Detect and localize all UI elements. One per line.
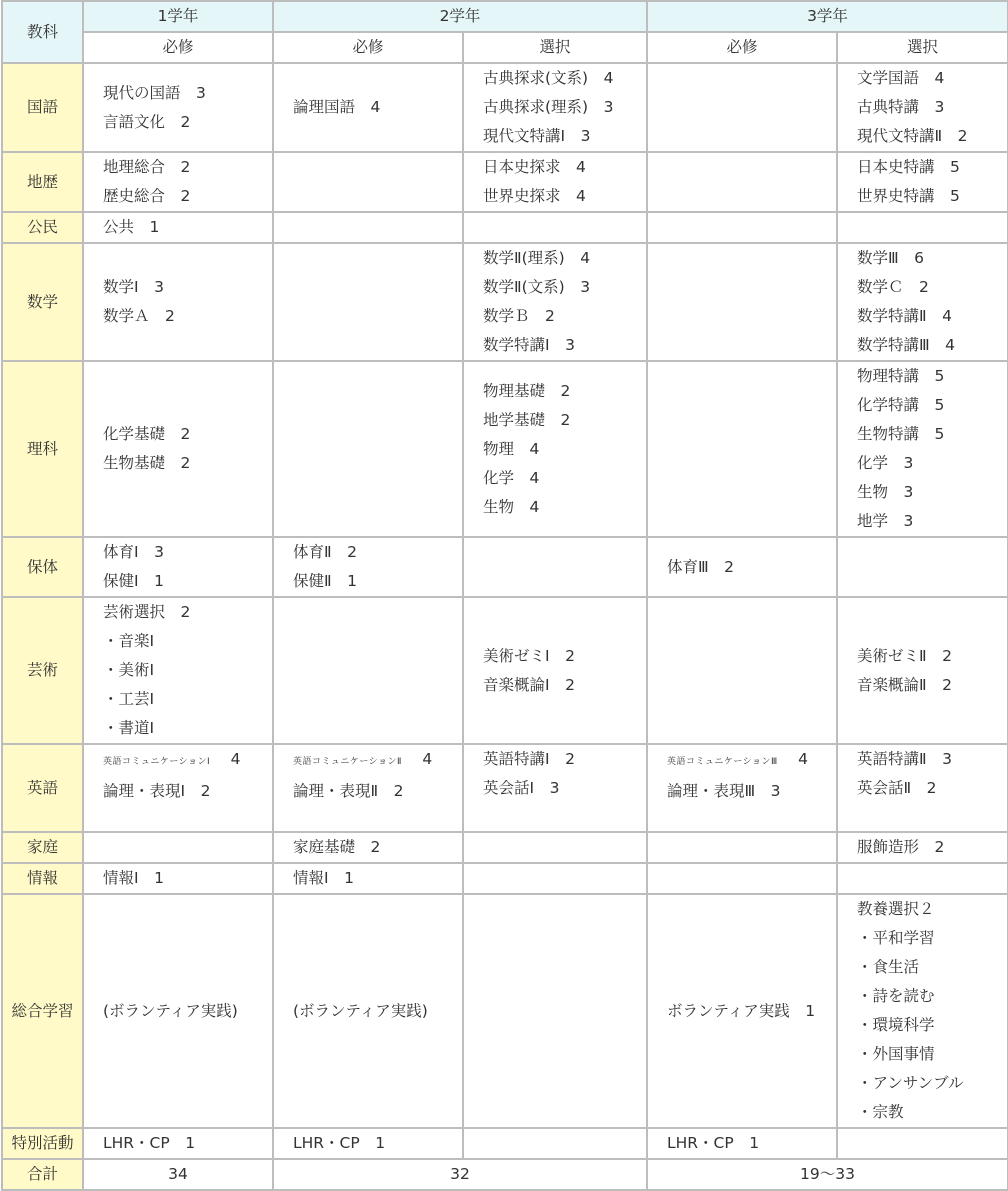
row-kokugo — [2, 63, 1008, 152]
course-item: 生物 4 — [483, 497, 540, 516]
course-item: ・宗教 — [857, 1103, 904, 1121]
g3-required-cell — [647, 361, 837, 537]
row-katei — [2, 832, 1008, 863]
course-item: 数学特講Ⅰ 3 — [483, 336, 575, 354]
g1-cell — [83, 537, 273, 597]
course-item: 英語特講Ⅰ 2 — [483, 750, 575, 768]
course-item — [103, 745, 268, 777]
subject-cell: 公民 — [2, 212, 83, 243]
course-item: 公共 1 — [103, 218, 160, 236]
course-item: 物理基礎 2 — [483, 381, 571, 400]
course-item: ・工芸Ⅰ — [103, 690, 155, 708]
row-rika — [2, 361, 1008, 537]
course-units: 4 — [230, 750, 241, 768]
course-item: 音楽概論Ⅰ 2 — [483, 675, 575, 694]
course-item: 数学特講Ⅱ 4 — [857, 307, 952, 325]
subject-cell: 地歴 — [2, 152, 83, 212]
g3-elective-cell — [837, 894, 1008, 1128]
g3-required-cell — [647, 894, 837, 1128]
course-item: 保健Ⅰ 1 — [103, 572, 164, 590]
course-item: 日本史特講 5 — [857, 158, 960, 176]
g3-required-cell — [647, 832, 837, 863]
course-item: 数学Ⅱ(文系) 3 — [483, 278, 591, 296]
course-item: ・外国事情 — [857, 1045, 935, 1063]
g2-required-cell — [273, 243, 463, 361]
course-item: ・平和学習 — [857, 929, 935, 947]
header-g1-required: 必修 — [83, 32, 273, 63]
course-item: 情報Ⅰ 1 — [103, 869, 164, 887]
subject-cell: 芸術 — [2, 597, 83, 744]
g2-required-cell — [273, 212, 463, 243]
course-item: 物理特講 5 — [857, 367, 945, 385]
g2-elective-cell — [463, 243, 647, 361]
row-sugaku — [2, 243, 1008, 361]
g1-cell — [83, 243, 273, 361]
g1-cell — [83, 597, 273, 744]
g2-elective-cell — [463, 537, 647, 597]
course-item: 数学特講Ⅲ 4 — [857, 336, 956, 354]
course-item: 数学Ａ 2 — [103, 307, 175, 325]
course-item: 化学特講 5 — [857, 396, 945, 414]
subject-cell: 保体 — [2, 537, 83, 597]
g2-required-cell — [273, 597, 463, 744]
course-item: 数学Ⅰ 3 — [103, 278, 164, 296]
g3-elective-cell — [837, 832, 1008, 863]
g3-required-cell — [647, 597, 837, 744]
course-item: 数学Ⅲ 6 — [857, 249, 925, 267]
course-units: 4 — [422, 750, 433, 768]
g1-cell — [83, 152, 273, 212]
g2-required-cell — [273, 744, 463, 832]
g2-required-cell — [273, 894, 463, 1128]
header-grade1: 1学年 — [83, 1, 273, 32]
course-item: ボランティア実践 1 — [667, 1001, 816, 1020]
row-hotai — [2, 537, 1008, 597]
course-item: 地学 3 — [857, 512, 914, 530]
g2-elective-cell — [463, 361, 647, 537]
g2-elective-cell — [463, 597, 647, 744]
course-item: ・詩を読む — [857, 987, 935, 1005]
course-item: 体育Ⅰ 3 — [103, 543, 164, 561]
header-subject: 教科 — [2, 1, 83, 63]
course-item: 言語文化 2 — [103, 112, 191, 131]
course-item: 物理 4 — [483, 439, 540, 458]
course-item: 古典探求(文系) 4 — [483, 69, 614, 87]
course-item: 生物 3 — [857, 483, 914, 501]
subject-cell: 合計 — [2, 1159, 83, 1190]
g3-required-cell — [647, 63, 837, 152]
g3-required-cell — [647, 537, 837, 597]
course-item: ・環境科学 — [857, 1016, 935, 1034]
total-g2: 32 — [273, 1159, 647, 1190]
course-item: 日本史探求 4 — [483, 158, 586, 176]
row-chireki — [2, 152, 1008, 212]
course-item: 地学基礎 2 — [483, 410, 571, 429]
course-item: 数学Ⅱ(理系) 4 — [483, 249, 591, 267]
course-item: 論理・表現Ⅰ 2 — [103, 782, 211, 800]
course-item: 論理国語 4 — [293, 98, 381, 116]
g2-required-cell — [273, 361, 463, 537]
course-item: 文学国語 4 — [857, 69, 945, 87]
total-g3: 19〜33 — [647, 1159, 1008, 1190]
g2-required-cell — [273, 537, 463, 597]
course-item: 古典特講 3 — [857, 98, 945, 116]
g2-elective-cell — [463, 152, 647, 212]
header-grade3: 3学年 — [647, 1, 1008, 32]
g2-elective-cell — [463, 744, 647, 832]
g1-cell — [83, 863, 273, 894]
header-g2-elective: 選択 — [463, 32, 647, 63]
course-item: 世界史探求 4 — [483, 187, 586, 205]
course-item: 音楽概論Ⅱ 2 — [857, 675, 952, 694]
course-item: 体育Ⅱ 2 — [293, 543, 357, 561]
g3-required-cell — [647, 1128, 837, 1159]
course-item: 数学Ｃ 2 — [857, 278, 929, 296]
g2-elective-cell — [463, 63, 647, 152]
course-item: 英会話Ⅱ 2 — [857, 779, 937, 797]
g1-cell — [83, 744, 273, 832]
course-item: 地理総合 2 — [103, 158, 191, 176]
g2-elective-cell — [463, 832, 647, 863]
course-item: 服飾造形 2 — [857, 838, 945, 856]
course-item: 芸術選択 2 — [103, 603, 191, 621]
course-item: ・美術Ⅰ — [103, 661, 155, 679]
g3-elective-cell — [837, 744, 1008, 832]
g1-cell — [83, 832, 273, 863]
course-item: 化学 4 — [483, 468, 540, 487]
g2-required-cell — [273, 152, 463, 212]
course-item: (ボランティア実践) — [103, 1001, 238, 1020]
subject-cell: 情報 — [2, 863, 83, 894]
subject-cell: 理科 — [2, 361, 83, 537]
g3-elective-cell — [837, 63, 1008, 152]
header-g3-elective: 選択 — [837, 32, 1008, 63]
course-item: 論理・表現Ⅱ 2 — [293, 782, 404, 800]
course-item: 古典探求(理系) 3 — [483, 98, 614, 116]
g2-elective-cell — [463, 863, 647, 894]
subject-cell: 特別活動 — [2, 1128, 83, 1159]
course-item: 現代文特講Ⅰ 3 — [483, 127, 591, 145]
g2-required-cell — [273, 832, 463, 863]
g3-elective-cell — [837, 537, 1008, 597]
row-komin — [2, 212, 1008, 243]
course-item: ・食生活 — [857, 958, 920, 976]
course-item — [667, 745, 832, 777]
g3-required-cell — [647, 243, 837, 361]
course-item: 現代文特講Ⅱ 2 — [857, 127, 968, 145]
header-grade2: 2学年 — [273, 1, 647, 32]
curriculum-table — [1, 0, 1008, 1191]
g3-elective-cell — [837, 243, 1008, 361]
g2-elective-cell — [463, 212, 647, 243]
course-item: 歴史総合 2 — [103, 187, 191, 205]
course-item: 美術ゼミⅠ 2 — [483, 646, 575, 665]
course-item: 保健Ⅱ 1 — [293, 572, 357, 590]
g2-required-cell — [273, 863, 463, 894]
g3-elective-cell — [837, 597, 1008, 744]
course-name-small: 英語コミュニケーションⅠ — [103, 757, 211, 767]
course-item: ・アンサンブル — [857, 1074, 964, 1092]
course-item: 情報Ⅰ 1 — [293, 869, 354, 887]
course-item: 化学基礎 2 — [103, 425, 191, 443]
g3-elective-cell — [837, 152, 1008, 212]
course-item: 数学Ｂ 2 — [483, 307, 555, 325]
subject-cell: 総合学習 — [2, 894, 83, 1128]
header-g3-required: 必修 — [647, 32, 837, 63]
course-item: 生物基礎 2 — [103, 454, 191, 472]
row-eigo — [2, 744, 1008, 832]
course-item: LHR・CP 1 — [667, 1134, 760, 1152]
g1-cell — [83, 361, 273, 537]
g3-elective-cell — [837, 212, 1008, 243]
g1-cell — [83, 1128, 273, 1159]
g3-elective-cell — [837, 361, 1008, 537]
row-geijutsu — [2, 597, 1008, 744]
g3-required-cell — [647, 152, 837, 212]
subject-cell: 英語 — [2, 744, 83, 832]
course-name-small: 英語コミュニケーションⅢ — [667, 757, 778, 767]
g3-required-cell — [647, 212, 837, 243]
course-item: 論理・表現Ⅲ 3 — [667, 782, 781, 800]
subject-cell: 数学 — [2, 243, 83, 361]
course-item: LHR・CP 1 — [103, 1134, 196, 1152]
g1-cell — [83, 894, 273, 1128]
course-item: 化学 3 — [857, 454, 914, 472]
g3-elective-cell — [837, 863, 1008, 894]
course-item: 現代の国語 3 — [103, 83, 206, 102]
row-joho — [2, 863, 1008, 894]
course-item: 家庭基礎 2 — [293, 838, 381, 856]
g2-required-cell — [273, 63, 463, 152]
course-item: 教養選択２ — [857, 900, 935, 918]
course-units: 4 — [798, 750, 808, 768]
course-item — [293, 745, 458, 777]
g2-elective-cell — [463, 894, 647, 1128]
course-item: LHR・CP 1 — [293, 1134, 386, 1152]
course-item: ・書道Ⅰ — [103, 719, 155, 737]
total-g1: 34 — [83, 1159, 273, 1190]
course-item: 英語特講Ⅱ 3 — [857, 750, 952, 768]
g1-cell — [83, 63, 273, 152]
course-item: 世界史特講 5 — [857, 187, 960, 205]
course-item: (ボランティア実践) — [293, 1001, 428, 1020]
row-tokkatsu — [2, 1128, 1008, 1159]
g3-elective-cell — [837, 1128, 1008, 1159]
subject-cell: 国語 — [2, 63, 83, 152]
row-total — [2, 1159, 1008, 1190]
course-item: ・音楽Ⅰ — [103, 632, 155, 650]
course-item: 生物特講 5 — [857, 425, 945, 443]
g3-required-cell — [647, 744, 837, 832]
g2-elective-cell — [463, 1128, 647, 1159]
header-g2-required: 必修 — [273, 32, 463, 63]
course-item: 体育Ⅲ 2 — [667, 557, 735, 576]
g3-required-cell — [647, 863, 837, 894]
course-item: 美術ゼミⅡ 2 — [857, 646, 952, 665]
g2-required-cell — [273, 1128, 463, 1159]
subject-cell: 家庭 — [2, 832, 83, 863]
course-item: 英会話Ⅰ 3 — [483, 779, 560, 797]
row-sogo — [2, 894, 1008, 1128]
course-name-small: 英語コミュニケーションⅡ — [293, 757, 402, 767]
g1-cell — [83, 212, 273, 243]
